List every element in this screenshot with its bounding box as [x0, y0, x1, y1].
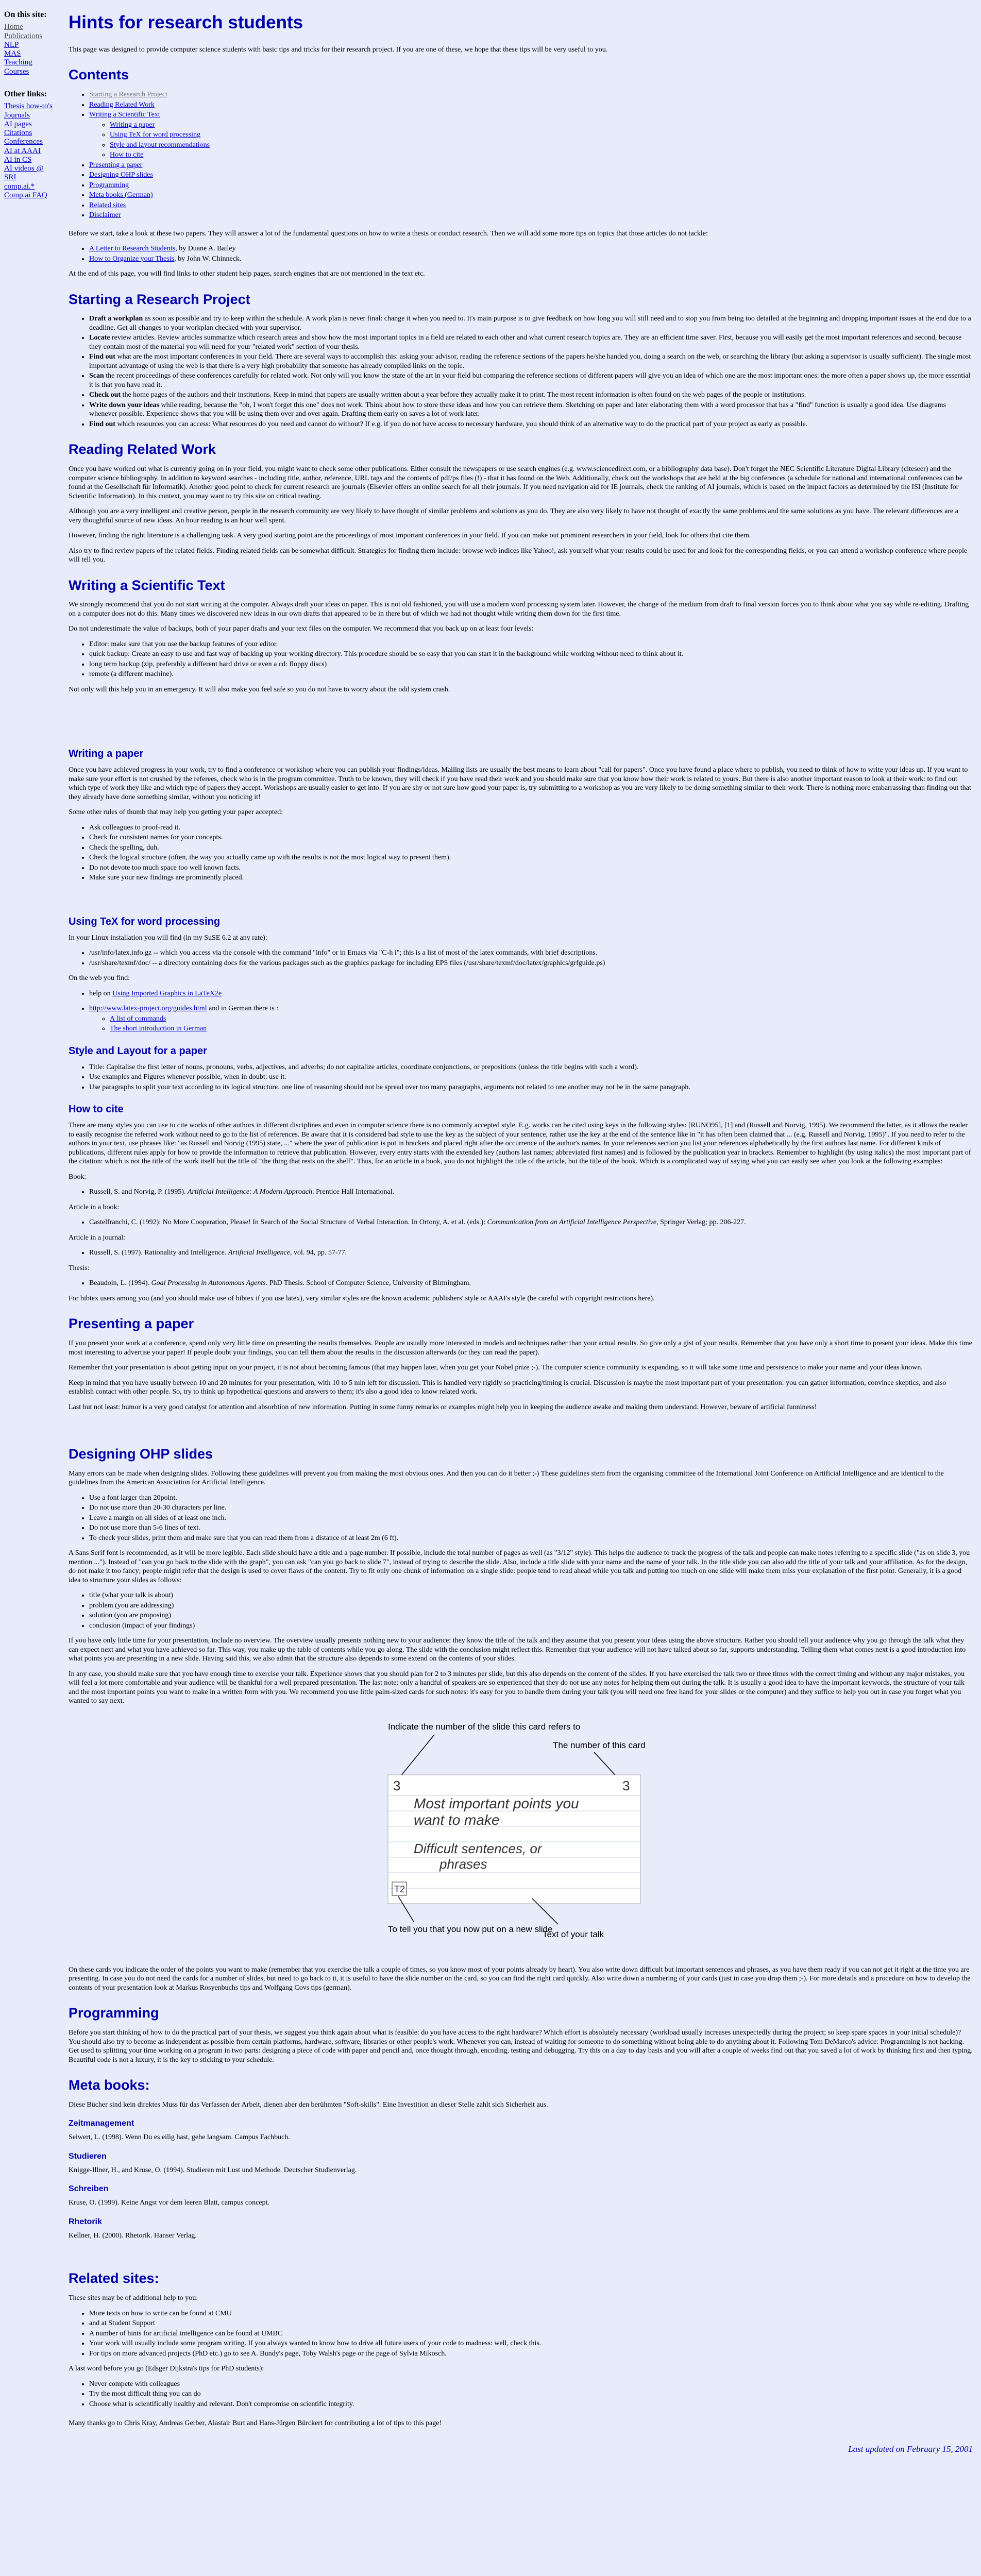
svg-text:3: 3: [622, 1777, 630, 1793]
list-item: • Draft a workplan as soon as possible and try to keep within the schedule. A work plan is never final: change it when you need to. It's main purpose is to give feedback on how long you will still need and to stop you from being too detailed at the beginning and dropping important issues at the end due to a deadline. Get all changes to your workplan checked with your supervisor.: [89, 314, 973, 332]
tex-web-list-2: [69, 1004, 973, 1033]
toc-link[interactable]: Style and layout recommendations: [110, 141, 210, 149]
ohp-structure-list: [69, 1591, 973, 1630]
list-item: • Try the most difficult thing you can do: [89, 2389, 973, 2399]
svg-text:want to make: want to make: [414, 1811, 500, 1828]
list-item: • Choose what is scientifically healthy and relevant. Don't compromise on scientific integrity.: [89, 2400, 973, 2409]
programming-paragraph: Before you start thinking of how to do the practical part of your thesis, we suggest you think again about what is feasible: do you have access to the right hardware? Which effort is absolutely necessary (workload usually increases unexpectedly during the project; so keep spare spaces in your initial schedule)? You should also try to become as independent as possible from certain platforms, hardware, software, libraries or other people's work. Whenever you can, instead of waiting for someone to do something without being able to do anything about it. Following Tom DeMarco's advice: Programming is not hacking. Get used to splitting your time working on a program in two parts: designing a piece of code with paper and pencil and, once thought through, encoding, testing and debugging. Try this on a day to day basis and you will after a couple of weeks find out that you saved a lot of work by thinking first and then typing. Beautiful code is not a luxury, it is the key to sticking to your schedule.: [69, 2029, 973, 2064]
list-item: • quick backup: Create an easy to use and fast way of backing up your working directory. This procedure should be so easy that you can start it in the background while working without need to think about it.: [89, 650, 973, 659]
starting-list: [69, 314, 973, 429]
list-item: • Make sure your new findings are prominently placed.: [89, 873, 973, 883]
list-item: • Use paragraphs to split your text according to its logical structure. one line of reasoning should not be spread over too many paragraphs, arguments not related to one another may not be in the same paragraph.: [89, 1083, 973, 1092]
thanks-text: Many thanks go to Chris Kray, Andreas Gerber, Alastair Burt and Hans-Jürgen Bürckert for contributing a lot of tips to this page!: [69, 2419, 442, 2427]
reading-paragraph: Also try to find review papers of the related fields. Finding related fields can be somewhat difficult. Strategies for finding them include: browse web indices like Yahoo!, ask yourself what your results could be used for and look for the corresponding fields, or you can attend a workshop conference where people will tell you.: [69, 547, 968, 564]
toc-link[interactable]: Programming: [89, 181, 129, 189]
list-item: • Check the spelling, duh.: [89, 843, 973, 853]
section-heading-related: Related sites:: [69, 2270, 159, 2286]
writing-paragraph: Do not underestimate the value of backups, both of your paper drafts and your text files on the computer. We recommend that you back up on at least four levels:: [69, 625, 534, 633]
list-item: • More texts on how to write can be found at CMU: [89, 2309, 973, 2318]
svg-text:3: 3: [393, 1777, 401, 1793]
sidebar-link-conferences[interactable]: Conferences: [4, 138, 43, 146]
backup-list: [69, 640, 973, 679]
command-list-link[interactable]: A list of commands: [110, 1014, 166, 1023]
list-item: • To check your slides, print them and make sure that you can read them from a distance of at least 2m (6 ft).: [89, 1534, 973, 1543]
ohp-paragraph: A Sans Serif font is recommended, as it will be more legible. Each slide should have a title and a page number. If possible, include the total number of pages as well (as "3/12" style). This helps the audience to track the progress of the talk and people can make notes referring to a specific slide ("as on slide 3, you mention ..."). Instead of "can you go back to the slide with the graph", you can ask "can you go back to slide 7", instead of trying to describe the slide. Also, include a title slide with your name and the name of your talk. In the title slide you can also add the title of your talk and your affiliation. As for the design, do not make it too fancy; people might refer that the design is used to cover flaws of the content. Try to fit only one chunk of information on a single slide: people tend to read ahead while you talk and putting too much on one slide will make them miss your explanation of the first point. Generally, it is a good idea to structure your slides as follows:: [69, 1549, 970, 1584]
list-item: • /usr/share/texmf/doc/ -- a directory containing docs for the various packages such as the graphics package for including EPS files (/usr/share/texmf/doc/latex/graphics/grfguide.ps): [89, 959, 973, 968]
book-reference: Knigge-Illner, H., and Kruse, O. (1994). Studieren mit Lust und Methode. Deutscher Studienverlag.: [69, 2166, 357, 2174]
list-item: • Find out which resources you can access: What resources do you need and cannot do without? If e.g. if you do not have access to necessary hardware, you should think of an alternative way to do the practical part of your project as early as possible.: [89, 420, 973, 429]
list-item: • Locate review articles. Review articles summarize which research areas and show how the most important topics in a field are related to each other and what current research topics are. They are an efficient time saver. First, because you will easily get the most important references and second, because they contain most of the material you will need for your "related work" section of your thesis.: [89, 333, 973, 351]
sidebar-link-thesis-howtos[interactable]: Thesis how-to's: [4, 102, 53, 111]
list-item: • A number of hints for artificial intelligence can be found at UMBC: [89, 2329, 973, 2338]
cite-paragraph: There are many styles you can use to cite works of other authors in different disciplines and even in computer science there is no commonly accepted style. E.g. works can be cited using keys in the following styles: [RUNO95], [1] and (Russell and Norvig, 1995). We recommend the latter, as it allows the reader to easily recognise the referred work without need to go to the list of references. Be aware that it is considered bad style to use the key as the subject of your sentence, rather use the key at the end of the sentence like in "it has often been claimed that ... (e.g. Russell and Norvig, 1995)". If you need to refer to the authors in your text, use phrases like: "as Russell and Norvig (1995) state, ..." where the year of publication is put in brackets and placed right after the occurrence of the author's names. In your references section you list your references alphabetically by the first authors last name. For different kinds of publications, different rules apply for how to provide the information to retrieve that publication. However, every entry starts with the extended key (authors last names; abbreviated first names) and is followed by the publication year in brackets. Remember to highlight (by using italics) the most important part of the citation: which is not the title of the work itself but the title of "the thing that rests on the shelf". Thus, for an article in a book, you do not highlight the title of the article, but the title of the book. Which is a complicated way of saying what you can easily see when you look at the following examples:: [69, 1122, 971, 1166]
ohp-paragraph: In any case, you should make sure that you have enough time to exercise your talk. Experience shows that you should plan for 2 to 3 minutes per slide, but this also depends on the content of the slides. If you have exercised the talk two or three times with the correct timing and without any major mistakes, you will feel a lot more comfortable and your audience will be thankful for a well prepared presentation. The last note: only a handful of speakers are so experienced that they do not use any notes for helping them out during the talk. It is usually a good idea to have the important keywords, the structure of your talk and the most important points you want to make in a written form with you. We recommend you use little palm-sized cards for such notes: it's easy for you to handle them during your talk (you will need one free hand for your slides or the computer) and they suffice to help you out in case you forget what you wanted to say next.: [69, 1670, 965, 1705]
toc-link[interactable]: How to cite: [110, 151, 144, 159]
sidebar-link-mas[interactable]: MAS: [4, 49, 21, 58]
list-item: • Editor: make sure that you use the backup features of your editor.: [89, 640, 973, 649]
cite-label-book: Book:: [69, 1173, 87, 1181]
list-item: • For tips on more advanced projects (PhD etc.) go to see A. Bundy's page, Toby Walsh's page or the page of Sylvia Mikosch.: [89, 2349, 973, 2359]
short-intro-link[interactable]: The short introduction in German: [110, 1025, 207, 1033]
figure-newslide-label: To tell you that you now put on a new slide: [388, 1924, 553, 1934]
sidebar-link-ai-pages[interactable]: AI pages: [4, 120, 32, 128]
list-item: • and at Student Support: [89, 2319, 973, 2328]
toc-link[interactable]: Reading Related Work: [89, 100, 155, 109]
section-heading-starting: Starting a Research Project: [69, 291, 250, 307]
writing-paragraph: Not only will this help you in an emergency. It will also make you feel safe so you do not have to worry about the odd system crash.: [69, 685, 450, 693]
sidebar-link-teaching[interactable]: Teaching: [4, 58, 32, 67]
list-item: • Check for consistent names for your concepts.: [89, 833, 973, 842]
sidebar-link-comp-ai[interactable]: comp.ai.*: [4, 182, 35, 191]
book-reference: Kruse, O. (1999). Keine Angst vor dem leeren Blatt, campus concept.: [69, 2199, 269, 2207]
section-heading-cite: How to cite: [69, 1104, 124, 1115]
citation-example: • Castelfranchi, C. (1992): No More Cooperation, Please! In Search of the Social Structure of Verbal Interaction. In Ortony, A. et al. (eds.): Communication from an Artificial Intelligence Perspective, Springer Verlag; pp. 206-227.: [89, 1218, 973, 1227]
list-item: • title (what your talk is about): [89, 1591, 973, 1600]
intro-text: This page was designed to provide computer science students with basic tips and tricks for their research project. If you are one of these, we hope that these tips will be very useful to you.: [69, 45, 608, 54]
bibtex-paragraph: For bibtex users among you (and you should make use of bibtex if you use latex), very similar styles are the known academic publishers' style or AAAI's style (be careful with copyright restrictions here).: [69, 1294, 655, 1302]
section-heading-style: Style and Layout for a paper: [69, 1045, 207, 1057]
sidebar-link-home[interactable]: Home: [4, 23, 23, 31]
cite-label-journal: Article in a journal:: [69, 1233, 126, 1242]
list-item: • Do not devote too much space too well known facts.: [89, 863, 973, 873]
list-item: • http://www.latex-project.org/guides.html and in German there is : ◦ A list of commands ◦ The short introduction in German: [89, 1004, 973, 1033]
section-heading-writing: Writing a Scientific Text: [69, 577, 225, 593]
list-item: • conclusion (impact of your findings): [89, 1621, 973, 1631]
list-item: • Write down your ideas while reading, because the "oh, I won't forget this one" does not work. Think about how to store these ideas and how you can retrieve them. Sketching on paper and later elaborating them with a word processor that has a "find" function is usually a good idea. Use diagrams whenever possible. Experience shows that you will be using them over and over again. Drafting them early on saves a lot of work later.: [89, 401, 973, 419]
sidebar-link-nlp[interactable]: NLP: [4, 40, 19, 49]
figure-text-label: Text of your talk: [543, 1929, 604, 1939]
dijkstra-list: [69, 2380, 973, 2409]
svg-text:Most important points you: Most important points you: [414, 1795, 579, 1811]
graphics-guide-link[interactable]: Using Imported Graphics in LaTeX2e: [112, 989, 222, 997]
paper-link-thesis[interactable]: How to Organize your Thesis: [89, 255, 175, 263]
list-item: • Never compete with colleagues: [89, 2380, 973, 2389]
toc-link[interactable]: Starting a Research Project: [89, 91, 168, 98]
page-title: Hints for research students: [69, 12, 303, 32]
ohp-paragraph: On these cards you indicate the order of the points you want to make (remember that you exercise the talk a couple of times, so you know most of your points already by heart). You also write down difficult but important sentences and phrases, as you have them ready if you can not get it right at the time you are presenting. In case you do not need the cards for a number of slides, but need to go back to it, it is useful to have the slide number on the card, so you can find the right card quickly. Also write down a numbering of your cards (just in case you drop them ;-). For more details and a procedure on how to develop the contents of your presentation look at Markus Rosyenbuchs tips and Wolfgang Covs tips (german).: [69, 1965, 971, 1992]
last-updated: Last updated on February 15, 2001: [848, 2444, 973, 2454]
toc-link[interactable]: Presenting a paper: [89, 161, 143, 169]
toc-link[interactable]: Related sites: [89, 201, 126, 209]
meta-subheading: Zeitmanagement: [69, 2119, 134, 2128]
book-reference: Seiwert, L. (1998). Wenn Du es eilig hast, gehe langsam. Campus Fachbuch.: [69, 2133, 290, 2142]
tex-web-list: [69, 989, 973, 998]
sidebar-link-publications[interactable]: Publications: [4, 31, 43, 40]
cite-label-inbook: Article in a book:: [69, 1203, 120, 1211]
figure-card-label: The number of this card: [553, 1740, 646, 1750]
toc-link[interactable]: Designing OHP slides: [89, 171, 153, 179]
meta-subheading: Studieren: [69, 2151, 107, 2161]
section-heading-programming: Programming: [69, 2005, 159, 2021]
sidebar-other-heading: Other links:: [4, 89, 47, 98]
tex-paragraph: On the web you find:: [69, 974, 130, 982]
sidebar-link-journals[interactable]: Journals: [4, 111, 30, 120]
ohp-paragraph: If you have only little time for your presentation, include no overview. The overview usually presents nothing new to your audience: they know the title of the talk and they assume that you present your ideas using the above structure. Rather you should tell your audience why you go through the talk what they can expect next and what you have achieved so far. This way, you make up the table of contents while you go along. The slide with the conclusion might reflect this. Remember that your audience will not have talked about so far, supports understanding. Telling them what comes next is a good introduction into what points you are presenting in a new slide. Having said this, we also admit that the structure also depends to some extend on the contents of your slides.: [69, 1637, 966, 1663]
sidebar-link-ai-cs[interactable]: AI in CS: [4, 155, 32, 164]
list-item: • Do not use more than 5-6 lines of text.: [89, 1523, 973, 1533]
list-item: • Check out the home pages of the authors and their institutions. Keep in mind that papers are usually written about a year before they actually make it to print. The most recent information is often found on the web pages of the people or institutions.: [89, 391, 973, 400]
section-heading-ohp: Designing OHP slides: [69, 1446, 213, 1462]
speaker-card-figure: [378, 1718, 666, 1955]
list-item: • Do not use more than 20-30 characters per line.: [89, 1503, 973, 1513]
list-item: • remote (a different machine).: [89, 670, 973, 679]
section-heading-tex: Using TeX for word processing: [69, 916, 221, 927]
ohp-paragraph: Many errors can be made when designing slides. Following these guidelines will prevent you from making the most obvious ones. And then you can do it better ;-) These guidelines stem from the organising committee of the International Joint Conference on Artificial Intelligence and are identical to the guidelines from the American Association for Artificial Intelligence.: [69, 1469, 944, 1487]
section-heading-presenting: Presenting a paper: [69, 1316, 194, 1332]
sidebar-link-ai-videos[interactable]: AI videos @ SRI: [4, 164, 44, 182]
sidebar-link-citations[interactable]: Citations: [4, 129, 32, 138]
presenting-paragraph: Remember that your presentation is about getting input on your project, it is not about becoming famous (that may happen later, when you get your Nobel prize ;-). The computer science community is expanding, so it will take some time and persistence to make your name and your ideas known.: [69, 1364, 923, 1371]
citation-example: • Russell, S. (1997). Rationality and Intelligence. Artificial Intelligence, vol. 94, pp. 57-77.: [89, 1248, 973, 1258]
meta-subheading: Schreiben: [69, 2184, 109, 2194]
related-paragraph: A last word before you go (Edsger Dijkstra's tips for PhD students):: [69, 2365, 264, 2372]
list-item: • Leave a margin on all sides of at least one inch.: [89, 1514, 973, 1523]
svg-text:T2: T2: [394, 1884, 405, 1894]
presenting-paragraph: If you present your work at a conference, spend only very little time on presenting the results themselves. People are usually more interested in models and techniques rather than your actual results. So give only a gist of your results. Remember that you have only a short time to present your ideas. Make this time most interesting to advertise your paper! If people doubt your findings, you can tell them about the results in the discussion afterwards (or they can read the paper).: [69, 1340, 972, 1357]
writing-paragraph: We strongly recommend that you do not start writing at the computer. Always draft your ideas on paper. This is not old fashioned, you will use a modern word processing system later. However, the change of the medium from draft to final version forces you to think about what you say while re-editing. Drafting on a computer does not do this. Many times we discovered new ideas in our own drafts that appeared to be in there but of which we had not thought while writing them down for the first time.: [69, 601, 969, 618]
toc-link[interactable]: Meta books (German): [89, 191, 153, 199]
section-heading-paper: Writing a paper: [69, 748, 144, 760]
list-item: • Check the logical structure (often, the way you actually came up with the results is not the most logical way to present them).: [89, 853, 973, 862]
toc-link[interactable]: Using TeX for word processing: [110, 131, 201, 139]
end-of-page-text: At the end of this page, you will find links to other student help pages, search engines that are not mentioned in the text etc.: [69, 270, 425, 278]
main-content: [69, 0, 973, 2454]
style-list: [69, 1063, 973, 1092]
list-item: • Ask colleagues to proof-read it.: [89, 823, 973, 833]
related-list: [69, 2309, 973, 2359]
list-item: • solution (you are proposing): [89, 1611, 973, 1620]
paper-link-letter[interactable]: A Letter to Research Students: [89, 245, 176, 252]
reading-paragraph: Once you have worked out what is currently going on in your field, you might want to check some other publications. Either consult the newspapers or use search engines (e.g. www.sciencedirect.com, or a bibliography data base). Don't forget the NEC Scientific Literature Digital Library (citeseer) and the computer science bibliography. In addition to keyword searches - including title, author, reference, URL tags and the contents of pdf/ps files (!) - that it has found on the Web. Additionally, check out the workshops that are held at the big conferences (a schedule for national and international conferences can be found at the Gesellschaft für Informatik). Another good point to check for current research are journals (Elsevier offers an online search for all their journals. If you need navigation aid for IE journals, check the ranking of AI journals, which is based on the impact factors as determined by the ISI (Institute for Scientific Information). In this context, you may want to try this site on critical reading.: [69, 465, 963, 500]
section-heading-reading: Reading Related Work: [69, 442, 216, 457]
reading-paragraph: Although you are a very intelligent and creative person, people in the research community are very likely to have thought of similar problems and solutions as you do. They are also very likely to have not thought of exactly the same problems and the same solutions as you have. The relevant differences are a very thoughtful source of new ideas. An hour reading is an hour well spent.: [69, 507, 958, 524]
book-reference: Kellner, H. (2000). Rhetorik. Hanser Verlag.: [69, 2231, 197, 2240]
before-start-text: Before we start, take a look at these two papers. They will answer a lot of the fundamental questions on how to write a thesis or conduct research. Then we will add some more tips on topics that those articles do not tackle:: [69, 229, 708, 238]
related-paragraph: These sites may be of additional help to you:: [69, 2294, 198, 2302]
paper-paragraph: Some other rules of thumb that may help you getting your paper accepted:: [69, 808, 283, 817]
toc-link[interactable]: Writing a Scientific Text: [89, 111, 160, 118]
cite-label-thesis: Thesis:: [69, 1264, 90, 1272]
table-of-contents: [69, 90, 973, 220]
list-item: • /usr/info/latex.info.gz -- which you access via the console with the command "info" or in Emacs via "C-h i"; this is a list of most of the latex commands, with brief descriptions.: [89, 948, 973, 958]
list-item: • Use examples and Figures whenever possible, when in doubt: use it.: [89, 1073, 973, 1082]
svg-text:Difficult sentences, or: Difficult sentences, or: [414, 1840, 542, 1856]
list-item: • Use a font larger than 20point.: [89, 1494, 973, 1503]
reading-paragraph: However, finding the right literature is a challenging task. A very good starting point are the proceedings of most important conferences in your field. If you can make out prominent researchers in your field, look for others that cite them.: [69, 532, 751, 539]
citation-example: • Beaudoin, L. (1994). Goal Processing in Autonomous Agents. PhD Thesis. School of Computer Science, University of Birmingham.: [89, 1279, 973, 1288]
figure-slide-label: Indicate the number of the slide this card refers to: [388, 1721, 581, 1732]
list-item: • Title: Capitalise the first letter of nouns, pronouns, verbs, adjectives, and adverbs; do not capitalize articles, coordinate conjunctions, or prepositions (unless the title begins with such a word).: [89, 1063, 973, 1072]
meta-intro: Diese Bücher sind kein direktes Muss für das Verfassen der Arbeit, dienen aber den berühmten "Soft-skills". Eine Investition an dieser Stelle zahlt sich Sicherheit aus.: [69, 2100, 548, 2109]
list-item: • problem (you are addressing): [89, 1601, 973, 1611]
sidebar-site-heading: On this site:: [4, 10, 47, 19]
sidebar-link-comp-ai-faq[interactable]: Comp.ai FAQ: [4, 191, 47, 199]
meta-subheading: Rhetorik: [69, 2217, 102, 2226]
presenting-paragraph: Last but not least: humor is a very good catalyst for attention and absorbtion of new information. Putting in some funny remarks or examples might help you in keeping the audience awake and making them understand. However, beware of artificial funniness!: [69, 1403, 817, 1411]
section-heading-meta: Meta books:: [69, 2077, 150, 2093]
paper-rules-list: [69, 823, 973, 883]
list-item: • long term backup (zip, preferably a different hard drive or even a cd: floppy discs): [89, 660, 973, 669]
citation-example: • Russell, S. and Norvig, P. (1995). Artificial Intelligence: A Modern Approach. Prentice Hall International.: [89, 1188, 973, 1197]
list-item: • Find out what are the most important conferences in your field. There are several ways to accomplish this: asking your advisor, reading the reference sections of the papers he/she handed you, doing a search on the web, or searching the library (but asking a supervisor is usually sufficient). The single most important advantage of using the web is that there is a very high probability that someone has already compiled links on the topic.: [89, 352, 973, 370]
toc-link[interactable]: Writing a paper: [110, 121, 155, 129]
contents-heading: Contents: [69, 67, 129, 83]
ohp-rules-list: [69, 1494, 973, 1543]
sidebar: [4, 10, 56, 200]
index-card: [388, 1775, 640, 1904]
presenting-paragraph: Keep in mind that you have usually between 10 and 20 minutes for your presentation, with 10 to 5 min left for discussion. This is handled very rigidly so practicing/timing is crucial. Discussion is maybe the most important part of your presentation: you can gather information, convince skeptics, and also establish contact with other people. So, try to think up hypothetical questions and answers to them; it's also a good idea to know related work.: [69, 1379, 946, 1396]
paper-paragraph: Once you have achieved progress in your work, try to find a conference or workshop where you can publish your findings/ideas. Mailing lists are usually the best means to learn about "call for papers". Once you have found a place where to publish, you need to think of how to write your ideas up. If you want to make sure your effort is not crushed by the referees, check who is in the program committee. Truth to be known, they will check if you have read their work and you should make sure that you know how their work is related to yours. But there is also another important reason to look at their work: to find out which type of work they like and which type of papers they accept. Workshops are usually easier to get into. If you are shy or not sure how good your paper is, try submitting to a workshop as you are very likely to be doing something similar to their work. There is nothing more embarrassing than finding out that they already have done something similar, without you noticing it!: [69, 766, 971, 801]
svg-text:phrases: phrases: [439, 1856, 487, 1872]
tex-paragraph: In your Linux installation you will find (in my SuSE 6.2 at any rate):: [69, 934, 267, 942]
toc-link[interactable]: Disclaimer: [89, 211, 121, 219]
tex-local-list: [69, 948, 973, 968]
recommended-papers: • A Letter to Research Students, by Duane A. Bailey • How to Organize your Thesis, by John W. Chinneck.: [69, 244, 973, 263]
latex-project-link[interactable]: http://www.latex-project.org/guides.html: [89, 1005, 207, 1013]
list-item: • Scan the recent proceedings of these conferences carefully for related work. Not only will you know the state of the art in your field but comparing the reference sections of different papers will give you an idea of which one are the most important ones: the more often a paper shows up, the more essential it is that you have read it.: [89, 371, 973, 389]
list-item: • help on Using Imported Graphics in LaTeX2e: [89, 989, 973, 998]
sidebar-link-ai-aaai[interactable]: AI at AAAI: [4, 146, 41, 155]
sidebar-link-courses[interactable]: Courses: [4, 67, 29, 76]
list-item: • Your work will usually include some program writing. If you always wanted to know how to drive all future users of your code to madness: well, check this.: [89, 2339, 973, 2348]
